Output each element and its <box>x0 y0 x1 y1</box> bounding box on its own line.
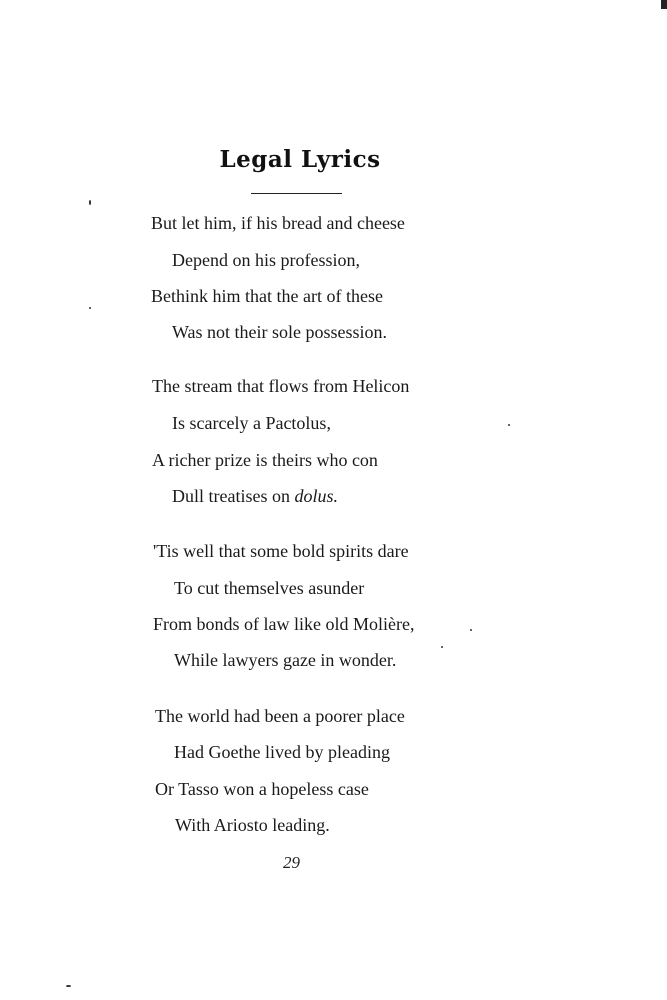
scan-speck <box>89 307 91 309</box>
poem-line: The stream that flows from Helicon <box>152 376 410 396</box>
poem-line: The world had been a poorer place <box>155 706 405 726</box>
running-head: Legal Lyrics <box>219 146 381 173</box>
scan-speck <box>508 424 510 426</box>
poem-line: 'Tis well that some bold spirits dare <box>153 541 409 561</box>
poem-line: From bonds of law like old Molière, <box>153 614 415 634</box>
poem-line: Is scarcely a Pactolus, <box>172 413 331 433</box>
poem-line: A richer prize is theirs who con <box>152 450 378 470</box>
corner-mark <box>661 0 667 9</box>
poem-line: While lawyers gaze in wonder. <box>174 650 397 670</box>
poem-line: Was not their sole possession. <box>172 322 388 342</box>
poem-line: Or Tasso won a hopeless case <box>155 779 369 799</box>
scan-speck <box>470 629 472 631</box>
poem-line <box>172 486 338 506</box>
poem-line: But let him, if his bread and cheese <box>151 213 405 233</box>
scan-speck <box>441 646 443 648</box>
italic-word: dolus. <box>294 486 338 506</box>
head-rule <box>251 193 342 194</box>
scan-speck <box>66 985 71 987</box>
poem-line-text: Dull treatises on <box>172 486 290 506</box>
poem-line: To cut themselves asunder <box>174 578 365 598</box>
scan-speck <box>89 200 91 205</box>
poem-line: Depend on his profession, <box>172 250 360 270</box>
page-number: 29 <box>283 853 300 872</box>
poem-line: Bethink him that the art of these <box>151 286 383 306</box>
poem-line: Had Goethe lived by pleading <box>174 742 390 762</box>
poem-line: With Ariosto leading. <box>175 815 330 835</box>
